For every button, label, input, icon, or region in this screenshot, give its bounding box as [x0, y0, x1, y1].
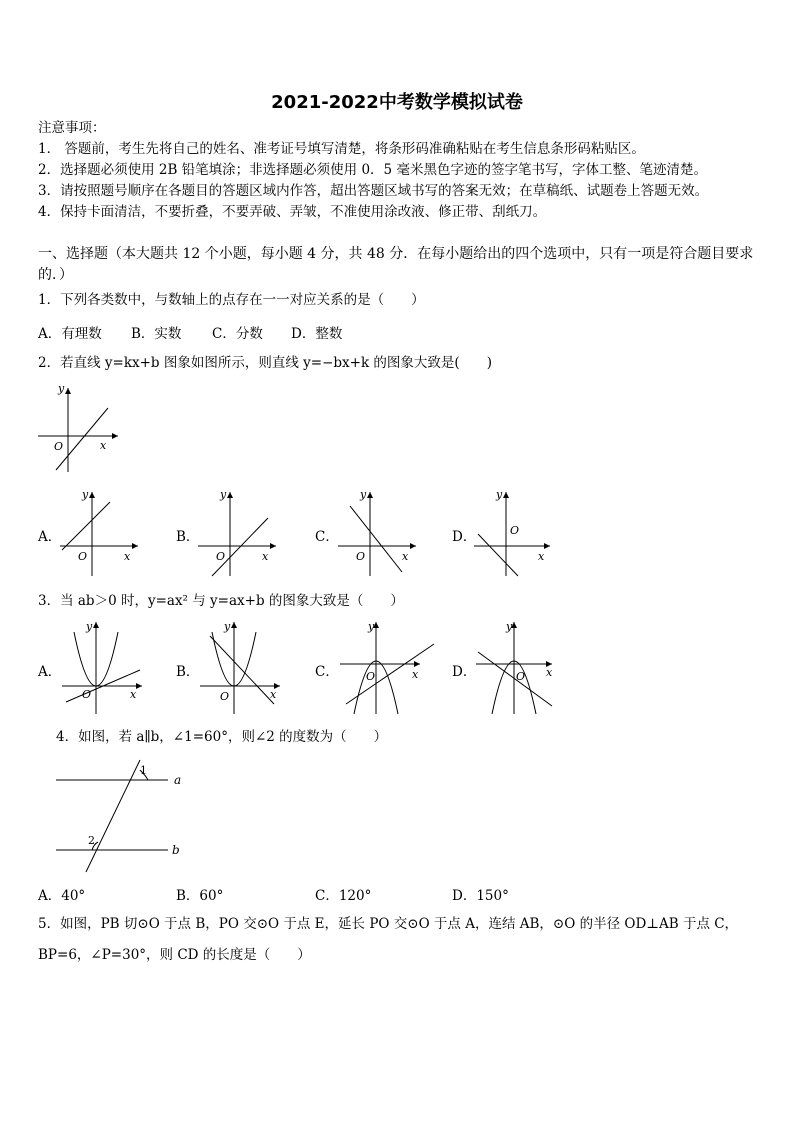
x-axis-label: x: [100, 439, 107, 452]
notice-item-3: 3．请按照题号顺序在各题目的答题区域内作答，超出答题区域书写的答案无效；在草稿纸、试题卷上答题无效。: [38, 183, 709, 199]
q3-label-a: A．: [38, 664, 62, 680]
q2-label-d: D．: [452, 529, 477, 545]
svg-text:x: x: [124, 550, 131, 563]
svg-text:O: O: [366, 670, 376, 683]
svg-text:O: O: [356, 550, 366, 563]
angle-1-label: 1: [140, 764, 147, 777]
svg-text:y: y: [82, 488, 89, 501]
svg-text:O: O: [82, 688, 92, 701]
svg-text:y: y: [86, 620, 93, 633]
q5-stem-line1: 5．如图，PB 切⊙O 于点 B，PO 交⊙O 于点 E，延长 PO 交⊙O 于点 A，连结 AB，⊙O 的半径 OD⊥AB 于点 C，: [38, 916, 739, 932]
page-title: 2021-2022中考数学模拟试卷: [271, 92, 523, 113]
line-a-label: a: [174, 773, 182, 787]
notice-item-4: 4．保持卡面清洁，不要折叠，不要弄破、弄皱，不准使用涂改液、修正带、刮纸刀。: [38, 204, 547, 220]
y-axis-label: y: [58, 382, 65, 395]
q1-option-d: D．整数: [291, 326, 343, 342]
q3-option-d-graph[interactable]: [472, 618, 560, 716]
svg-text:y: y: [506, 620, 513, 633]
svg-text:x: x: [546, 666, 553, 679]
q4-option-b: B．60°: [176, 888, 224, 904]
q2-label-a: A．: [38, 529, 62, 545]
q3-label-c: C．: [315, 664, 339, 680]
svg-text:x: x: [262, 550, 269, 563]
svg-text:y: y: [224, 620, 231, 633]
q4-stem: 4．如图，若 a∥b，∠1=60°，则∠2 的度数为（ ）: [56, 729, 388, 745]
q2-label-c: C．: [315, 529, 339, 545]
q2-given-graph: [34, 382, 124, 474]
q3-option-b-graph[interactable]: [198, 618, 286, 716]
q1-stem: 1．下列各类数中，与数轴上的点存在一一对应关系的是（ ）: [38, 292, 425, 308]
svg-text:y: y: [220, 488, 227, 501]
svg-text:x: x: [538, 550, 545, 563]
q3-option-a-graph[interactable]: [60, 618, 148, 716]
notice-item-1: 1． 答题前，考生先将自己的姓名、准考证号填写清楚，将条形码准确粘贴在考生信息条形码粘贴区。: [38, 141, 645, 157]
q2-stem: 2．若直线 y=kx+b 图象如图所示，则直线 y=−bx+k 的图象大致是( ): [38, 355, 492, 371]
q3-label-b: B．: [176, 664, 200, 680]
svg-text:y: y: [360, 488, 367, 501]
q4-option-a: A．40°: [38, 888, 86, 904]
q2-label-b: B．: [176, 529, 200, 545]
notice-item-2: 2．选择题必须使用 2B 铅笔填涂；非选择题必须使用 0．5 毫米黑色字迹的签字笔书写，字体工整、笔迹清楚。: [38, 162, 707, 178]
q5-stem-line2: BP=6，∠P=30°，则 CD 的长度是（ ）: [38, 947, 311, 963]
q3-label-d: D．: [452, 664, 477, 680]
section-heading-line2: 的．）: [38, 267, 73, 283]
svg-text:x: x: [130, 688, 137, 701]
section-heading-line1: 一、选择题（本大题共 12 个小题，每小题 4 分，共 48 分．在每小题给出的四个选项中，只有一项是符合题目要求: [38, 246, 754, 262]
q1-option-b: B．实数: [131, 326, 182, 342]
line-b-label: b: [172, 843, 180, 857]
svg-text:O: O: [516, 670, 526, 683]
q3-option-c-graph[interactable]: [336, 618, 436, 716]
q4-option-c: C．120°: [315, 888, 372, 904]
svg-text:y: y: [368, 620, 375, 633]
q1-option-c: C．分数: [212, 326, 263, 342]
svg-text:O: O: [510, 524, 520, 537]
q3-stem: 3．当 ab＞0 时，y=ax² 与 y=ax+b 的图象大致是（ ）: [38, 593, 404, 609]
svg-text:x: x: [270, 688, 277, 701]
svg-text:y: y: [496, 488, 503, 501]
q4-parallel-lines-figure: [54, 758, 186, 876]
origin-label: O: [54, 440, 64, 453]
q2-option-d-graph[interactable]: [472, 488, 556, 578]
q2-option-c-graph[interactable]: [336, 488, 420, 578]
svg-text:O: O: [78, 550, 88, 563]
svg-text:O: O: [220, 690, 230, 703]
q4-option-d: D．150°: [452, 888, 509, 904]
svg-text:x: x: [412, 668, 419, 681]
q2-option-b-graph[interactable]: [196, 488, 280, 578]
q2-option-a-graph[interactable]: [58, 488, 142, 578]
notice-heading: 注意事项：: [38, 120, 106, 136]
angle-2-label: 2: [88, 834, 95, 847]
q1-option-a: A．有理数: [38, 326, 102, 342]
svg-text:O: O: [216, 550, 226, 563]
svg-text:x: x: [402, 550, 409, 563]
